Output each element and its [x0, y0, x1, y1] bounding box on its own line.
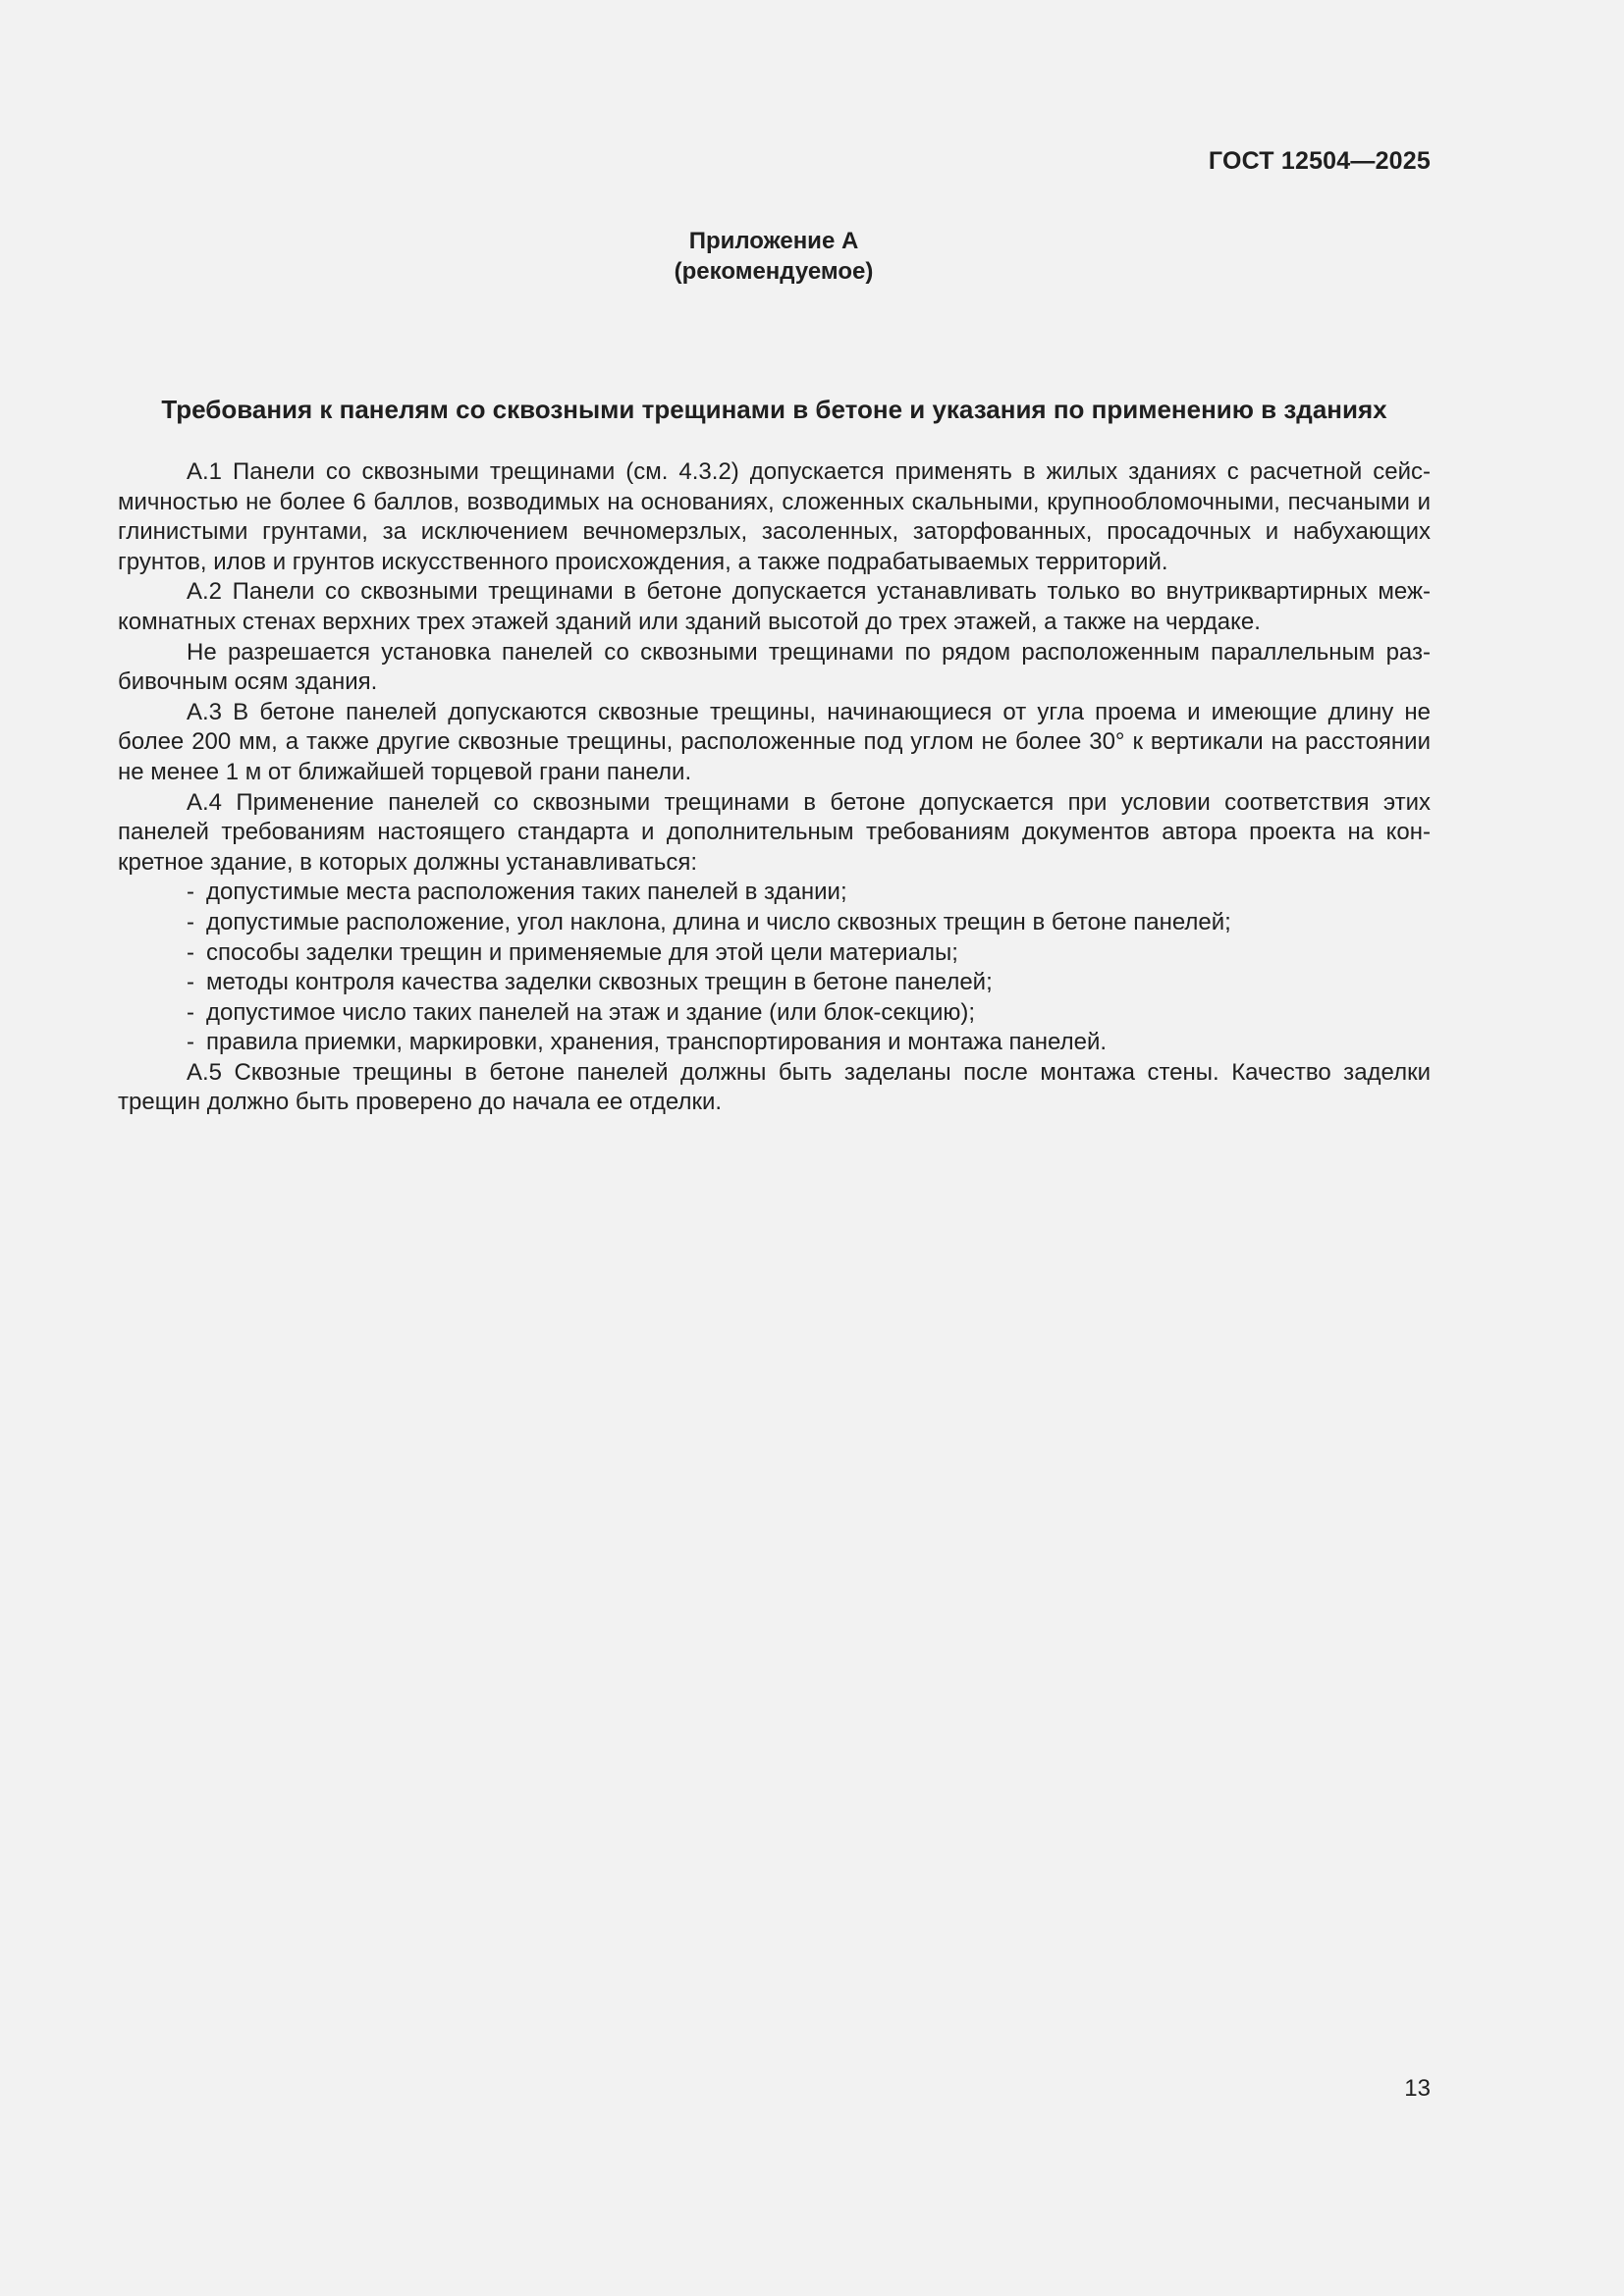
document-body — [118, 457, 1431, 1118]
annex-title: Приложение А — [688, 228, 859, 254]
annex-heading — [0, 226, 1547, 287]
list-item: - методы контроля качества заделки сквозных трещин в бетоне панелей; — [118, 968, 1431, 998]
annex-status: (рекомендуемое) — [674, 258, 874, 285]
requirements-list — [118, 878, 1431, 1058]
section-title: Требования к панелям со сквозными трещинами в бетоне и указания по применению в зданиях — [161, 395, 1387, 424]
paragraph-a1: А.1 Панели со сквозными трещинами (см. 4.3.2) допускается применять в жилых зданиях с расчетной сейсмичностью не более 6 баллов, возводимых на основаниях, сложенных скальными, крупнообломочными, песчаными и глинистыми грунтами, за исключением вечномерзлых, засоленных, заторфованных, просадочных и набухающих грунтов, илов и грунтов искусственного происхождения, а также подрабатываемых территорий. — [118, 458, 1431, 575]
paragraph-a2-note: Не разрешается установка панелей со сквозными трещинами по рядом расположенным параллельным разбивочным осям здания. — [118, 638, 1431, 696]
paragraph-a3: А.3 В бетоне панелей допускаются сквозные трещины, начинающиеся от угла проема и имеющие длину не более 200 мм, а также другие сквозные трещины, расположенные под углом не более 30° к вертикали на расстоянии не менее 1 м от ближайшей торцевой грани панели. — [118, 698, 1431, 785]
list-dash: - — [187, 938, 194, 966]
list-dash: - — [187, 969, 194, 996]
list-item: - допустимое число таких панелей на этаж и здание (или блок-секцию); — [118, 998, 1431, 1029]
list-dash: - — [187, 879, 194, 906]
paragraph-a2: А.2 Панели со сквозными трещинами в бетоне допускается устанавливать только во внутриквартирных межкомнатных стенах верхних трех этажей зданий или зданий высотой до трех этажей, а также на чердаке. — [118, 578, 1431, 635]
paragraph-a5: А.5 Сквозные трещины в бетоне панелей должны быть заделаны после монтажа стены. Качество заделки трещин должно быть проверено до начала ее отделки. — [118, 1058, 1431, 1116]
page-number: 13 — [1404, 2075, 1431, 2102]
list-dash: - — [187, 998, 194, 1026]
list-item: - допустимые места расположения таких панелей в здании; — [118, 878, 1431, 908]
document-code: ГОСТ 12504—2025 — [1208, 147, 1431, 175]
list-dash: - — [187, 908, 194, 935]
paragraph-a4: А.4 Применение панелей со сквозными трещинами в бетоне допускается при условии соответствия этих панелей требованиям настоящего стандарта и дополнительным требованиям документов автора проекта на конкретное здание, в которых должны устанавливаться: — [118, 788, 1431, 876]
list-item: - способы заделки трещин и применяемые для этой цели материалы; — [118, 938, 1431, 969]
list-item: - допустимые расположение, угол наклона, длина и число сквозных трещин в бетоне панелей; — [118, 908, 1431, 938]
list-dash: - — [187, 1029, 194, 1056]
list-item: - правила приемки, маркировки, хранения, транспортирования и монтажа панелей. — [118, 1028, 1431, 1058]
